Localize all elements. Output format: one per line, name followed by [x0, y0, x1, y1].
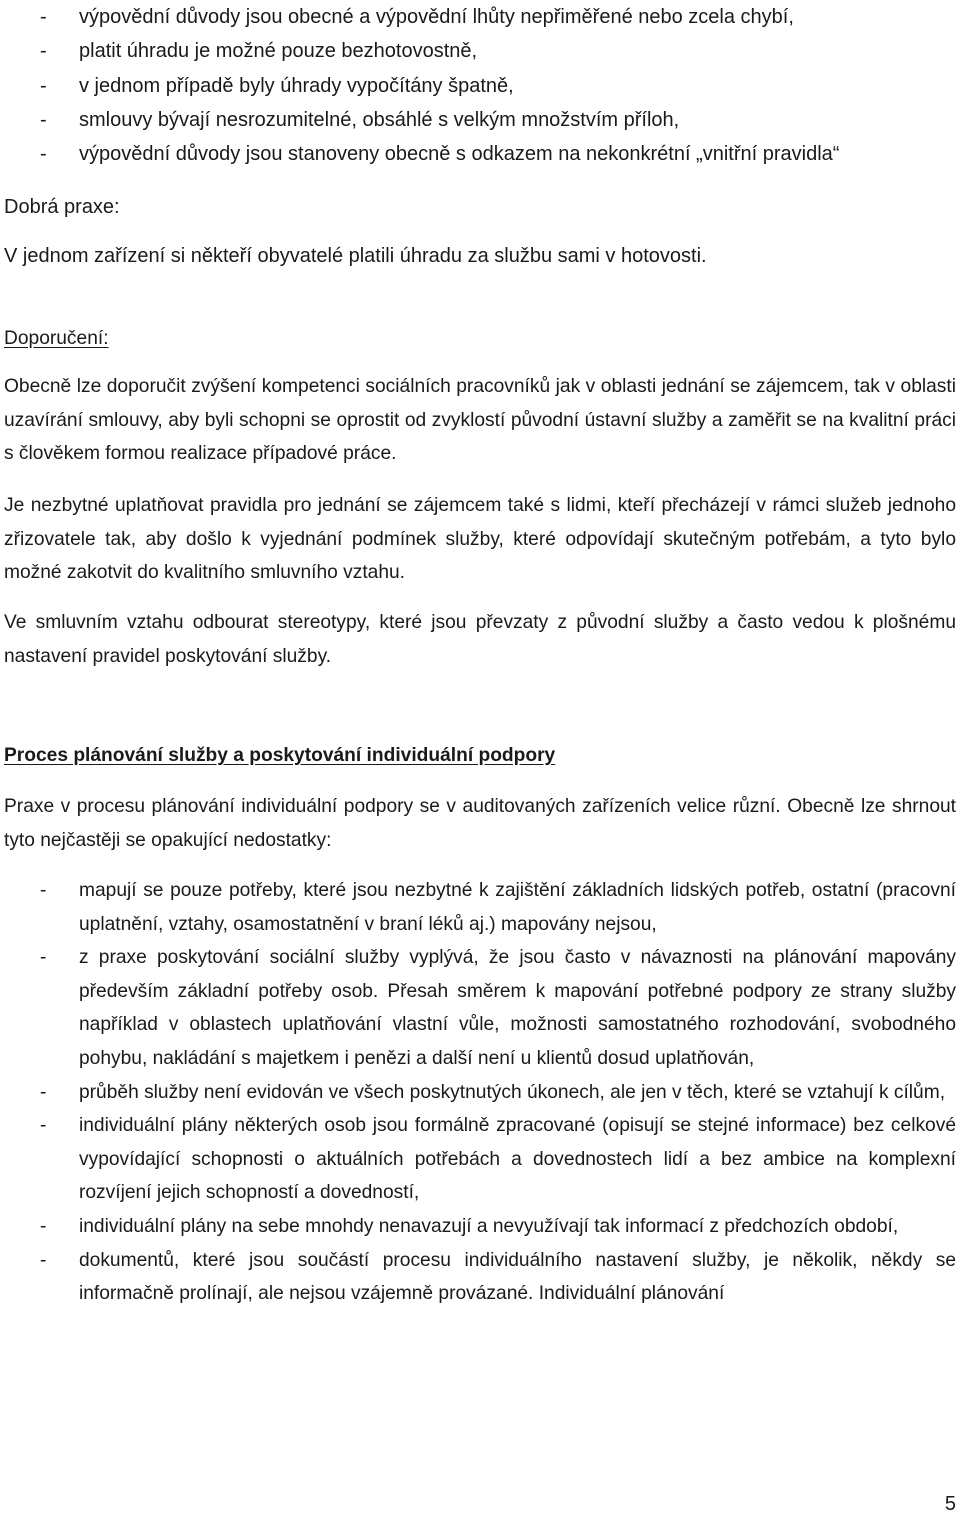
list-item — [4, 941, 956, 1075]
recommendation-paragraph: Obecně lze doporučit zvýšení kompetenci sociálních pracovníků jak v oblasti jednání se zájemcem, tak v oblasti uzavírání smlouvy, aby byli schopni se oprostit od zvyklostí původní ústavní služby a zaměřit se na kvalitní práci s člověkem formou realizace případové práce. — [4, 376, 956, 465]
list-item — [4, 1109, 956, 1210]
list-item-text: mapují se pouze potřeby, které jsou nezbytné k zajištění základních lidských potřeb, ostatní (pracovní uplatnění, vztahy, osamostatnění v braní léků aj.) mapovány nejsou, — [79, 880, 956, 935]
list-bullet: - — [40, 74, 47, 97]
list-bullet: - — [40, 143, 47, 166]
list-item — [4, 103, 956, 137]
process-deficiency-list — [4, 874, 956, 1311]
page-number: 5 — [944, 1493, 956, 1515]
list-item-text: průběh služby není evidován ve všech poskytnutých úkonech, ale jen v těch, které se vztahují k cílům, — [79, 1081, 946, 1103]
list-bullet: - — [40, 1215, 47, 1237]
list-item-text: z praxe poskytování sociální služby vyplývá, že jsou často v návaznosti na plánování mapovány především základní potřeby osob. Přesah směrem k mapování potřebné podpory ze strany služby například v oblastech uplatňování vlastní vůle, možnosti samostatného rozhodování, svobodného pohybu, nakládání s majetkem i penězi a další není u klientů dosud uplatňován, — [79, 947, 956, 1069]
list-item — [4, 1244, 956, 1311]
section-intro: Praxe v procesu plánování individuální podpory se v auditovaných zařízeních velice různí. Obecně lze shrnout tyto nejčastěji se opakující nedostatky: — [4, 796, 956, 851]
list-item-text: výpovědní důvody jsou stanoveny obecně s odkazem na nekonkrétní „vnitřní pravidla“ — [79, 143, 840, 166]
list-item-text: individuální plány některých osob jsou formálně zpracované (opisují se stejné informace) bez celkové vypovídající schopnosti o aktuálních potřebách a dovednostech lidí a bez ambice na komplexní rozvíjení jejich schopností a dovedností, — [79, 1115, 956, 1204]
list-bullet: - — [40, 108, 47, 131]
recommendation-paragraph: Ve smluvním vztahu odbourat stereotypy, které jsou převzaty z původní služby a často vedou k plošnému nastavení pravidel poskytování služby. — [4, 612, 956, 667]
list-bullet: - — [40, 40, 47, 63]
list-item — [4, 1210, 956, 1244]
list-bullet: - — [40, 947, 47, 969]
deficiency-list — [4, 0, 956, 171]
list-item-text: dokumentů, které jsou součástí procesu individuálního nastavení služby, je několik, někdy se informačně prolínají, ale nejsou vzájemně provázané. Individuální plánování — [79, 1249, 956, 1305]
list-bullet: - — [40, 880, 47, 901]
list-item — [4, 34, 956, 68]
list-item — [4, 69, 956, 103]
good-practice-text: V jednom zařízení si někteří obyvatelé platili úhradu za službu sami v hotovosti. — [4, 245, 707, 267]
list-item-text: platit úhradu je možné pouze bezhotovostně, — [79, 40, 478, 63]
list-item-text: výpovědní důvody jsou obecné a výpovědní lhůty nepřiměřené nebo zcela chybí, — [79, 6, 794, 28]
list-bullet: - — [40, 6, 47, 28]
recommendation-paragraph: Je nezbytné uplatňovat pravidla pro jednání se zájemcem také s lidmi, kteří přecházejí v rámci služeb jednoho zřizovatele tak, aby došlo k vyjednání podmínek služby, které odpovídají skutečným potřebám, a tyto bylo možné zakotvit do kvalitního smluvního vztahu. — [4, 495, 956, 584]
list-item — [4, 0, 956, 34]
list-item-text: v jednom případě byly úhrady vypočítány špatně, — [79, 74, 514, 97]
list-item — [4, 137, 956, 171]
list-bullet: - — [40, 1249, 47, 1271]
list-item-text: individuální plány na sebe mnohdy nenavazují a nevyužívají tak informací z předchozích období, — [79, 1215, 899, 1237]
list-item — [4, 1076, 956, 1110]
section-heading: Proces plánování služby a poskytování individuální podpory — [4, 745, 556, 766]
recommendations-heading: Doporučení: — [4, 328, 109, 349]
good-practice-label: Dobrá praxe: — [4, 196, 120, 218]
list-item — [4, 874, 956, 941]
list-bullet: - — [40, 1115, 47, 1137]
list-item-text: smlouvy bývají nesrozumitelné, obsáhlé s velkým množstvím příloh, — [79, 108, 680, 131]
list-bullet: - — [40, 1081, 47, 1103]
